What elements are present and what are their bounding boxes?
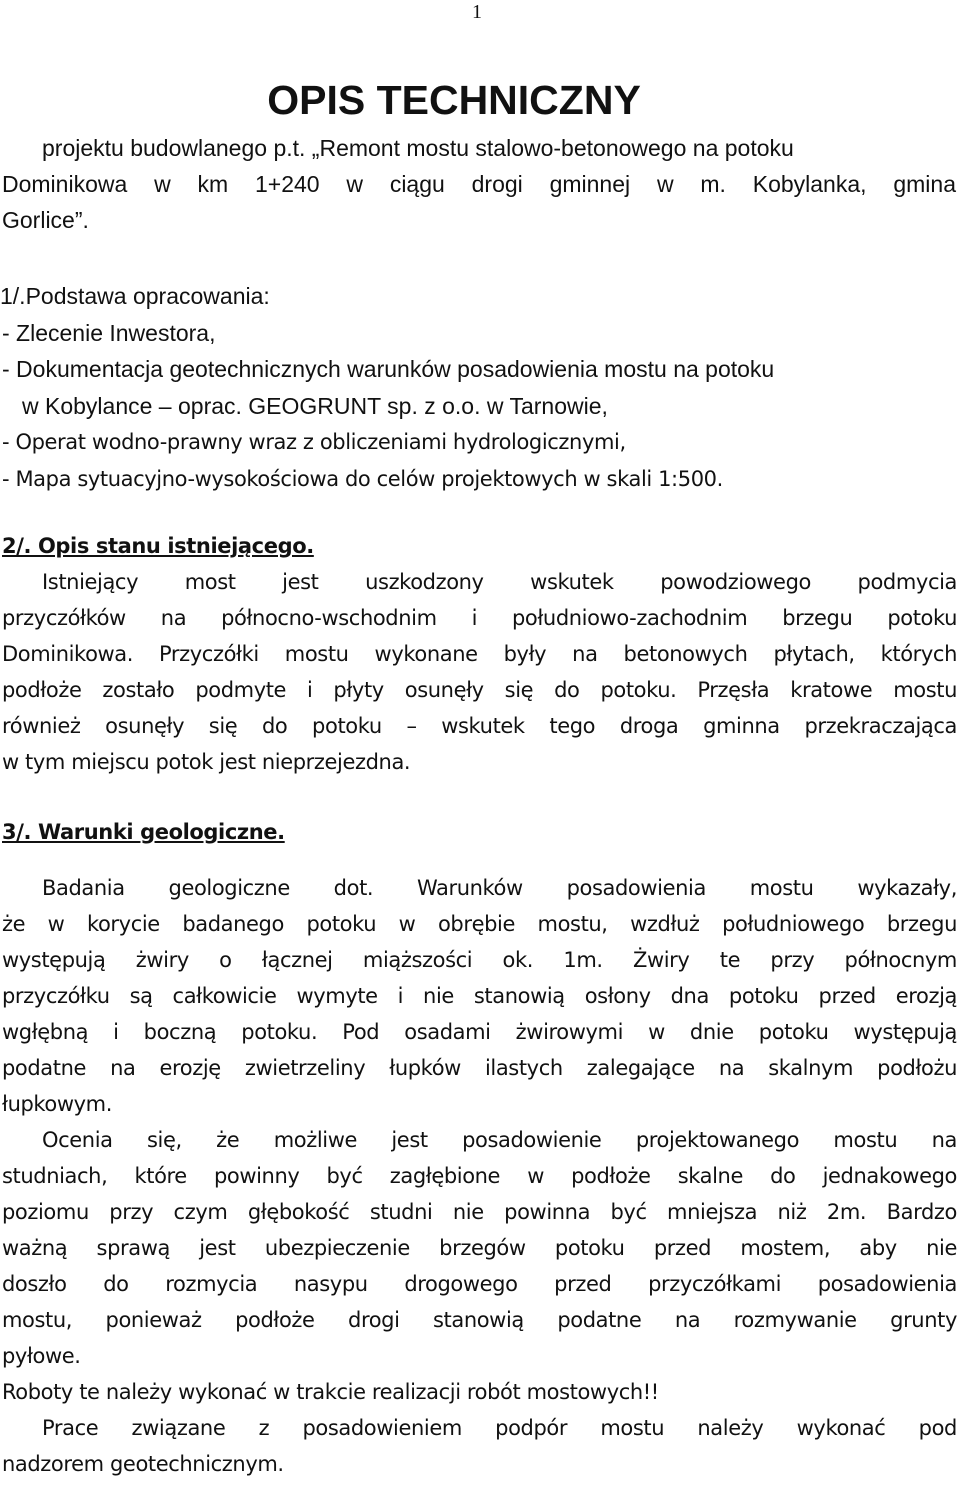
- section-existing-state: [2, 528, 957, 780]
- geology-p2-line-4: ważną sprawą jest ubezpieczenie brzegów potoku przed mostem, aby nie: [2, 1236, 957, 1260]
- section-geology: [2, 814, 957, 1482]
- basis-item-3: - Operat wodno-prawny wraz z obliczeniami hydrologicznymi,: [2, 430, 626, 454]
- basis-item-2-cont: w Kobylance – oprac. GEOGRUNT sp. z o.o. w Tarnowie,: [22, 392, 608, 419]
- subtitle-line-1: projektu budowlanego p.t. „Remont mostu stalowo-betonowego na potoku: [42, 135, 794, 161]
- geology-p2-line-7: pyłowe.: [2, 1344, 81, 1368]
- section-basis: [2, 278, 956, 497]
- section-geology-spacer: [2, 850, 957, 870]
- document-subtitle: [2, 130, 956, 238]
- geology-p1-line-7: łupkowym.: [2, 1092, 113, 1116]
- geology-p1-line-2: że w korycie badanego potoku w obrębie mostu, wzdłuż południowego brzegu: [2, 912, 957, 936]
- geology-p1-line-5: wgłębną i boczną potoku. Pod osadami żwirowymi w dnie potoku występują: [2, 1020, 957, 1044]
- existing-line-1: Istniejący most jest uszkodzony wskutek powodziowego podmycia: [42, 570, 957, 594]
- geology-p2-line-1: Ocenia się, że możliwe jest posadowienie projektowanego mostu na: [42, 1128, 957, 1152]
- section-basis-heading: 1/.Podstawa opracowania:: [0, 283, 270, 309]
- basis-item-1: - Zlecenie Inwestora,: [2, 319, 216, 346]
- existing-line-3: Dominikowa. Przyczółki mostu wykonane były na betonowych płytach, których: [2, 642, 957, 666]
- existing-line-5: również osunęły się do potoku – wskutek tego droga gminna przekraczająca: [2, 714, 957, 738]
- geology-p3-line-2: nadzorem geotechnicznym.: [2, 1452, 284, 1476]
- section-existing-heading: 2/. Opis stanu istniejącego.: [2, 534, 314, 558]
- geology-p2-line-3: poziomu przy czym głębokość studni nie powinna być mniejsza niż 2m. Bardzo: [2, 1200, 957, 1224]
- section-geology-heading: 3/. Warunki geologiczne.: [2, 820, 285, 844]
- page-number: 1: [472, 1, 482, 23]
- document-title: OPIS TECHNICZNY: [267, 77, 641, 123]
- subtitle-line-3: Gorlice”.: [2, 207, 89, 233]
- geology-p2-line-2: studniach, które powinny być zagłębione w podłoże skalne do jednakowego: [2, 1164, 957, 1188]
- geology-p3-line-1: Prace związane z posadowieniem podpór mostu należy wykonać pod: [42, 1416, 957, 1440]
- basis-item-4: - Mapa sytuacyjno-wysokościowa do celów projektowych w skali 1:500.: [2, 466, 723, 491]
- geology-p1-line-4: przyczółku są całkowicie wymyte i nie stanowią osłony dna potoku przed erozją: [2, 984, 957, 1008]
- basis-item-2: - Dokumentacja geotechnicznych warunków posadowienia mostu na potoku: [2, 356, 775, 382]
- geology-p2-line-5: doszło do rozmycia nasypu drogowego przed przyczółkami posadowienia: [2, 1272, 957, 1296]
- subtitle-line-2: Dominikowa w km 1+240 w ciągu drogi gminnej w m. Kobylanka, gmina: [2, 171, 956, 197]
- geology-p2-line-6: mostu, ponieważ podłoże drogi stanowią podatne na rozmywanie grunty: [2, 1308, 957, 1332]
- geology-p1-line-3: występują żwiry o łącznej miąższości ok. 1m. Żwiry te przy północnym: [2, 948, 957, 972]
- existing-line-6: w tym miejscu potok jest nieprzejezdna.: [2, 750, 411, 774]
- existing-line-4: podłoże zostało podmyte i płyty osunęły się do potoku. Przęsła kratowe mostu: [2, 678, 957, 702]
- existing-line-2: przyczółków na północno-wschodnim i południowo-zachodnim brzegu potoku: [2, 606, 957, 630]
- geology-p1-line-6: podatne na erozję zwietrzeliny łupków ilastych zalegające na skalnym podłożu: [2, 1056, 957, 1080]
- geology-note: Roboty te należy wykonać w trakcie realizacji robót mostowych!!: [2, 1380, 659, 1404]
- geology-p1-line-1: Badania geologiczne dot. Warunków posadowienia mostu wykazały,: [42, 876, 957, 900]
